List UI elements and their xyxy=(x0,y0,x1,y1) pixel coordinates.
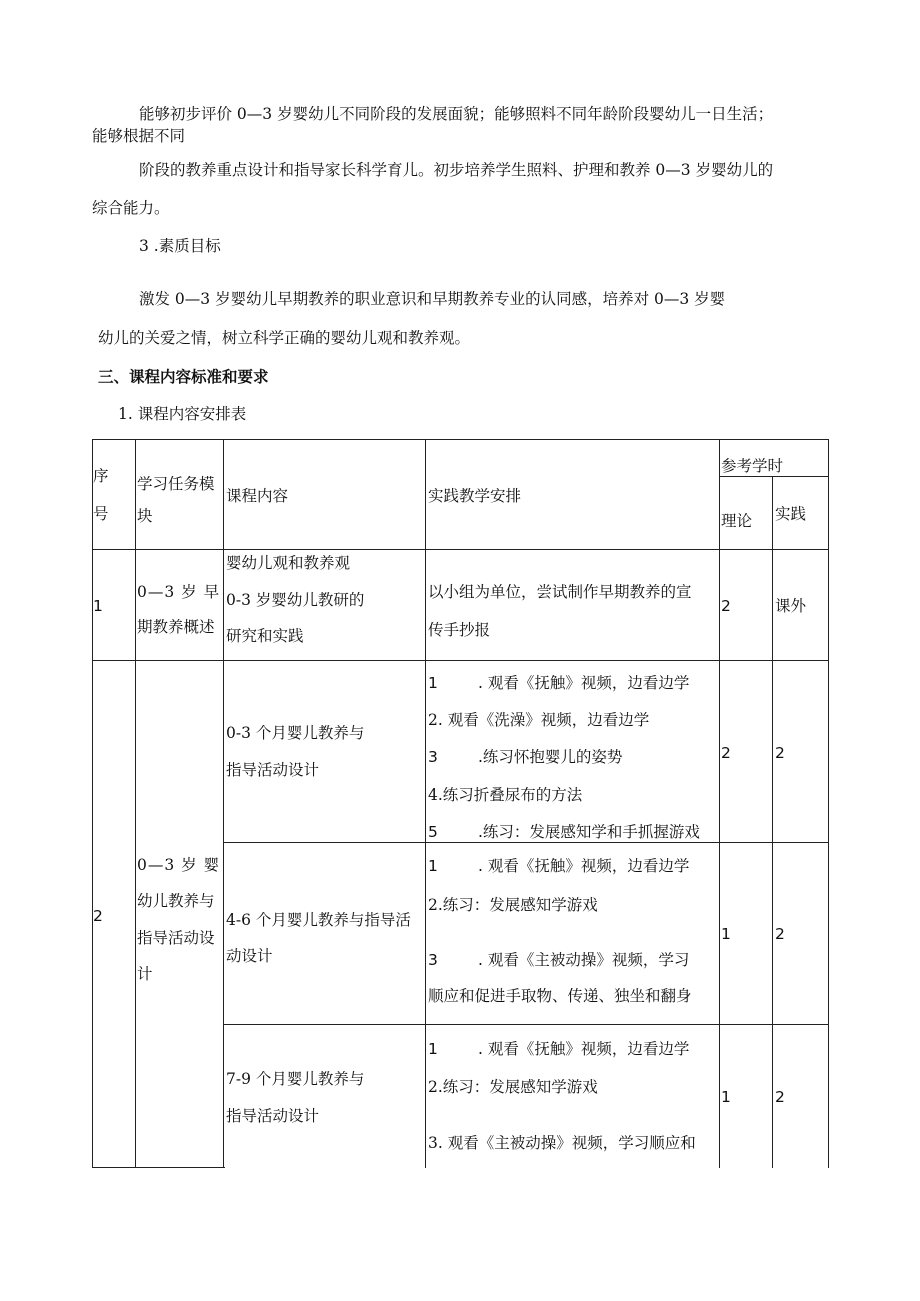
header-practice-hours: 实践 xyxy=(775,505,807,523)
sub1-practice-4: 4.练习折叠尿布的方法 xyxy=(428,786,583,804)
row2-module-4: 计 xyxy=(137,965,153,983)
sub1-practice-5: .练习：发展感知学和手抓握游戏 xyxy=(478,823,700,841)
intro-line-3: 阶段的教养重点设计和指导家长科学育儿。初步培养学生照料、护理和教养 0—3 岁婴幼儿的 xyxy=(139,161,774,179)
row2-module-3: 指导活动设 xyxy=(137,929,215,947)
header-content: 课程内容 xyxy=(226,487,289,505)
row2-module-2: 幼儿教养与 xyxy=(137,892,215,910)
sub3-practice-1-num: 1 xyxy=(428,1040,438,1058)
sub2-practice-3: . 观看《主被动操》视频，学习 xyxy=(478,951,690,969)
sub2-practice-1: . 观看《抚触》视频，边看边学 xyxy=(478,857,690,875)
sub1-practice-1: . 观看《抚触》视频，边看边学 xyxy=(478,674,690,692)
quality-line-1: 激发 0—3 岁婴幼儿早期教养的职业意识和早期教养专业的认同感，培养对 0—3 岁婴 xyxy=(139,290,726,308)
row1-practice-2: 传手抄报 xyxy=(428,621,491,639)
header-theory: 理论 xyxy=(721,512,753,530)
sub3-practice-1: . 观看《抚触》视频，边看边学 xyxy=(478,1040,690,1058)
sub2-content-2: 动设计 xyxy=(226,947,273,965)
header-seq-1: 序 xyxy=(93,467,109,485)
sub1-practice-2: 2. 观看《洗澡》视频，边看边学 xyxy=(428,711,650,729)
row1-module-1: 0—3 岁 早 xyxy=(137,583,221,601)
row1-theory: 2 xyxy=(721,597,731,615)
sub3-practice-hours: 2 xyxy=(775,1088,785,1106)
row1-seq: 1 xyxy=(93,597,103,615)
intro-line-1: 能够初步评价 0—3 岁婴幼儿不同阶段的发展面貌；能够照料不同年龄阶段婴幼儿一日生活； xyxy=(139,105,774,123)
quality-line-2: 幼儿的关爱之情，树立科学正确的婴幼儿观和教养观。 xyxy=(98,329,471,347)
row1-content-1: 婴幼儿观和教养观 xyxy=(226,554,351,572)
row1-content-2: 0-3 岁婴幼儿教研的 xyxy=(226,591,365,609)
sub2-content-1: 4-6 个月婴儿教养与指导活 xyxy=(226,911,411,929)
row1-practice-hours: 课外 xyxy=(775,597,807,615)
sub3-content-2: 指导活动设计 xyxy=(226,1107,320,1125)
row2-module-1: 0—3 岁 婴 xyxy=(137,856,221,874)
intro-line-2: 能够根据不同 xyxy=(92,127,186,145)
sub1-practice-hours: 2 xyxy=(775,744,785,762)
header-hours: 参考学时 xyxy=(721,457,784,475)
sub1-practice-3: .练习怀抱婴儿的姿势 xyxy=(478,748,623,766)
sub2-practice-3-num: 3 xyxy=(428,951,438,969)
section-heading: 三、课程内容标准和要求 xyxy=(98,368,269,386)
sub1-practice-1-num: 1 xyxy=(428,674,438,692)
sub3-content-1: 7-9 个月婴儿教养与 xyxy=(226,1070,365,1088)
header-practice: 实践教学安排 xyxy=(428,487,522,505)
sub3-practice-2: 2.练习：发展感知学游戏 xyxy=(428,1078,598,1096)
sub2-practice-1-num: 1 xyxy=(428,857,438,875)
header-seq-2: 号 xyxy=(93,505,109,523)
sub3-theory: 1 xyxy=(721,1088,731,1106)
sub1-content-2: 指导活动设计 xyxy=(226,761,320,779)
quality-heading: 3 .素质目标 xyxy=(139,237,221,255)
row1-module-2: 期教养概述 xyxy=(137,618,215,636)
sub1-practice-5-num: 5 xyxy=(428,823,438,841)
row2-seq: 2 xyxy=(93,907,103,925)
sub1-practice-3-num: 3 xyxy=(428,748,438,766)
sub2-practice-2: 2.练习：发展感知学游戏 xyxy=(428,896,598,914)
sub3-practice-3: 3. 观看《主被动操》视频，学习顺应和 xyxy=(428,1134,696,1152)
row1-content-3: 研究和实践 xyxy=(226,627,304,645)
sub1-content-1: 0-3 个月婴儿教养与 xyxy=(226,724,365,742)
row1-practice-1: 以小组为单位，尝试制作早期教养的宣 xyxy=(428,583,692,601)
header-module-2: 块 xyxy=(137,507,153,525)
sub2-practice-hours: 2 xyxy=(775,925,785,943)
sub2-practice-4: 顺应和促进手取物、传递、独坐和翻身 xyxy=(428,987,692,1005)
header-module-1: 学习任务模 xyxy=(137,475,215,493)
intro-line-4: 综合能力。 xyxy=(92,199,170,217)
sub1-theory: 2 xyxy=(721,744,731,762)
sub2-theory: 1 xyxy=(721,925,731,943)
table-caption: 1. 课程内容安排表 xyxy=(118,405,247,423)
